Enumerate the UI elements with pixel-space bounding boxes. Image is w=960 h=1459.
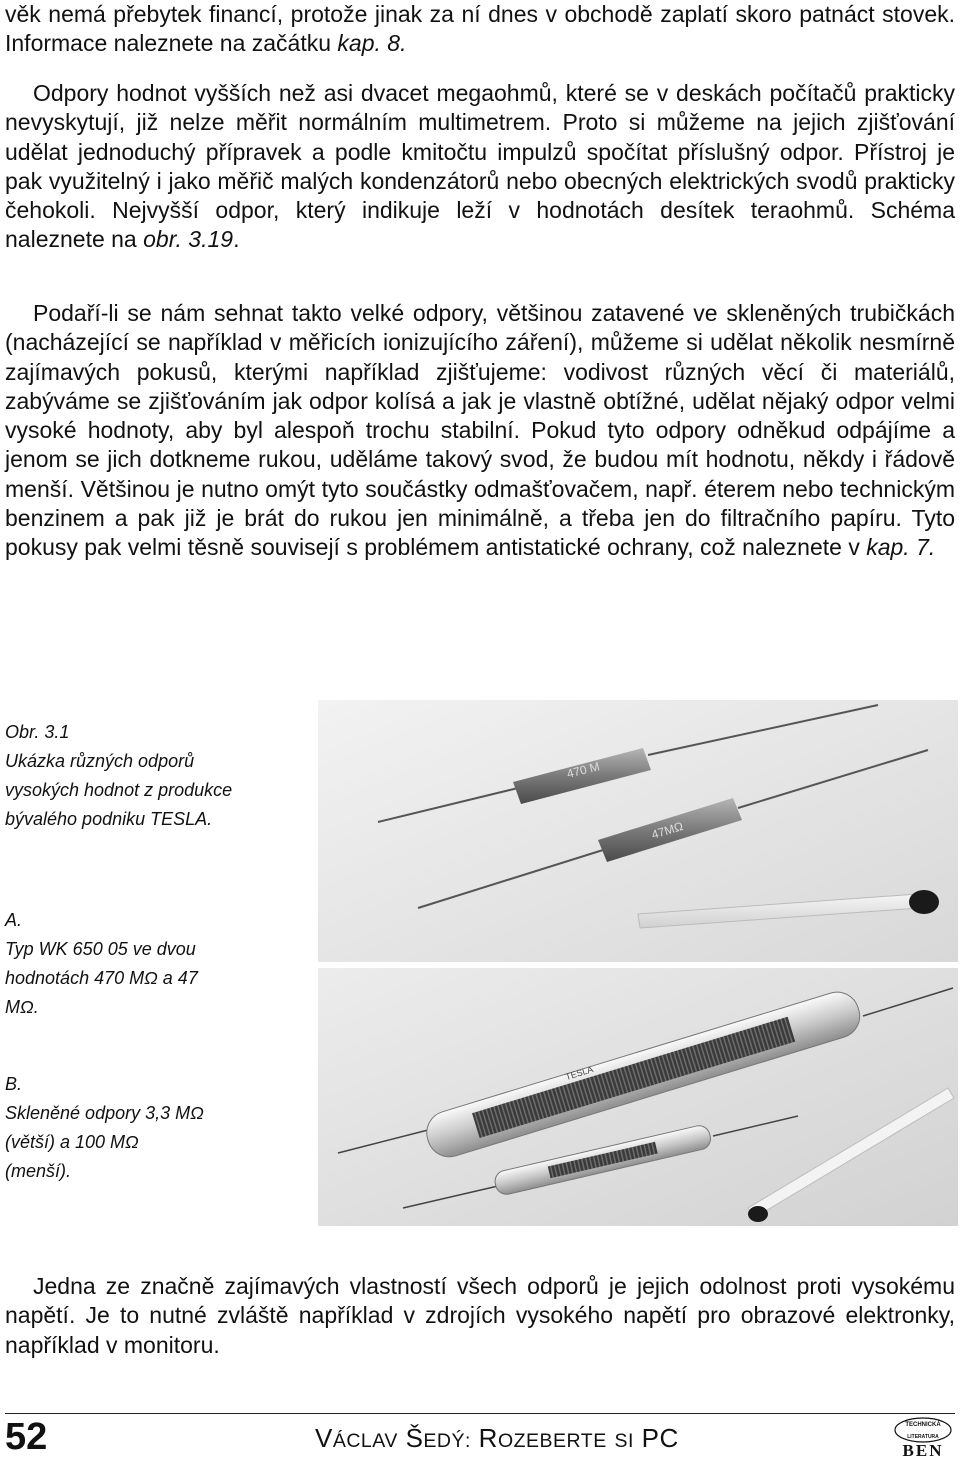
resistor-top-marking: 470 M: [565, 759, 602, 781]
figure-label: Obr. 3.1: [5, 722, 70, 742]
chapter-reference: kap. 8.: [337, 30, 407, 57]
resistor-bottom-marking: 47MΩ: [649, 819, 685, 842]
title-r: R: [478, 1423, 498, 1453]
logo-top-text: TECHNICKÁ: [905, 1422, 941, 1428]
paragraph-2: [5, 79, 955, 255]
photo-b-drawing: [318, 968, 958, 1226]
title-si: SI: [614, 1430, 634, 1452]
title-pc: PC: [641, 1423, 679, 1453]
paragraph-4: [5, 1272, 955, 1360]
photo-a-drawing: [318, 700, 958, 962]
author-last-rest: EDÝ:: [423, 1430, 471, 1452]
title-r-rest: OZEBERTE: [497, 1430, 607, 1452]
logo-bottom-text: LITERATURA: [907, 1434, 939, 1440]
paragraph-1-text: věk nemá přebytek financí, protože jinak za ní dnes v obchodě zaplatí skoro patnáct stovek. Informace naleznete na začátku: [5, 1, 955, 57]
glass-marking: TESLA: [564, 1064, 595, 1083]
paragraph-1: [5, 0, 955, 59]
photo-resistors-a: [318, 700, 958, 962]
figure-a-text: Typ WK 650 05 ve dvou hodnotách 470 MΩ a 47 MΩ.: [5, 939, 198, 1017]
paragraph-3-text: Podaří-li se nám sehnat takto velké odpory, většinou zatavené ve skleněných trubičkách (nacházející se například v měřicích ionizujícího záření), můžeme si udělat několik nesmírně zajímavých pokusů, kterými například zjišťujeme: vodivost různých věcí či materiálů, zabýváme se zjišťováním jak odpor kolísá a jak je vlastně obtížné, udělat nějaký odpor velmi vysoké hodnoty, aby byl alespoň trochu stabilní. Pokud tyto odpory odněkud odpájíme a jenom se jich dotkneme rukou, uděláme takový svod, že budou mít hodnotu, někdy i řádově menší. Většinou je nutno omýt tyto součástky odmašťovačem, např. éterem nebo technickým benzinem a pak již je brát do rukou jen minimálně, a třeba jen do filtračního papíru. Tyto pokusy pak velmi těsně souvisejí s problémem antistatické ochrany, což naleznete v: [5, 300, 955, 561]
figure-b-caption: [5, 1070, 265, 1186]
logo-main-text: BEN: [902, 1441, 944, 1458]
footer-rule: [5, 1413, 955, 1414]
figure-caption: [5, 718, 265, 834]
paragraph-3: [5, 299, 955, 563]
author-first-rest: ÁCLAV: [332, 1430, 398, 1452]
running-footer: [315, 1420, 679, 1459]
photo-resistors-b: [318, 968, 958, 1226]
paragraph-2-end: .: [233, 226, 240, 253]
paragraph-4-text: Jedna ze značně zajímavých vlastností všech odporů je jejich odolnost proti vysokému napětí. Je to nutné zvláště například v zdrojích vysokého napětí pro obrazové elektronky, například v monitoru.: [5, 1273, 955, 1358]
paragraph-2-text: Odpory hodnot vyšších než asi dvacet megaohmů, které se v deskách počítačů prakticky nevyskytují, již nelze měřit normálním multimetrem. Proto si můžeme na jejich zjišťování udělat jednoduchý přípravek a podle kmitočtu impulzů spočítat příslušný odpor. Přístroj je pak využitelný i jako měřič malých kondenzátorů nebo obecných elektrických svodů prakticky čehokoli. Nejvyšší odpor, který indikuje leží v hodnotách desítek teraohmů. Schéma naleznete na: [5, 80, 955, 253]
page-number: 52: [5, 1416, 48, 1458]
chapter-reference: kap. 7.: [866, 534, 936, 561]
figure-reference: obr. 3.19: [143, 226, 234, 253]
figure-b-text: Skleněné odpory 3,3 MΩ (větší) a 100 MΩ (menší).: [5, 1103, 204, 1181]
author-first-initial: V: [315, 1423, 333, 1453]
figure-a-label: A.: [5, 910, 23, 930]
figure-caption-text: Ukázka různých odporů vysokých hodnot z produkce bývalého podniku TESLA.: [5, 751, 233, 829]
ben-logo: [890, 1414, 956, 1458]
figure-a-caption: [5, 906, 265, 1022]
author-last-initial: Š: [405, 1423, 424, 1453]
figure-b-label: B.: [5, 1074, 23, 1094]
